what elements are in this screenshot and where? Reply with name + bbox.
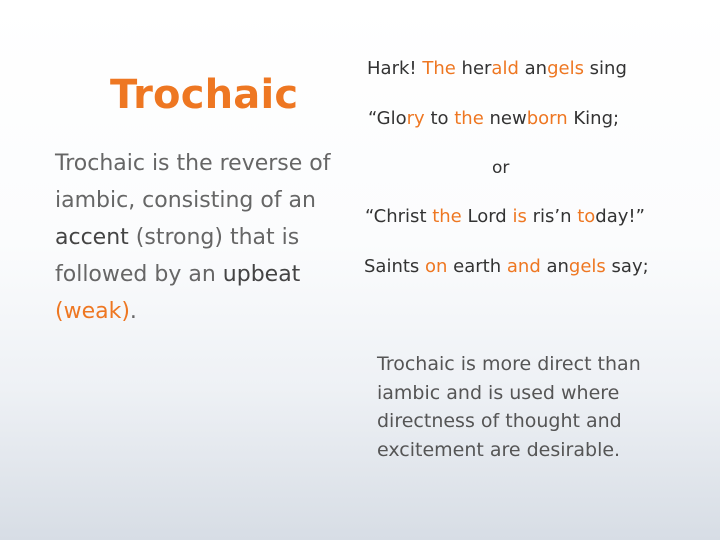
text-segment: an — [518, 58, 548, 79]
text-segment: “Christ — [365, 206, 433, 227]
accent-syllable: ry — [406, 108, 425, 129]
text-segment: ris’n — [526, 206, 578, 227]
accent-syllable: gels — [547, 58, 584, 79]
poem-separator — [492, 158, 509, 178]
accent-syllable: The — [422, 58, 456, 79]
accent-syllable: born — [526, 108, 568, 129]
accent-syllable: is — [512, 206, 527, 227]
text-segment: or — [492, 158, 510, 178]
text-segment: to — [424, 108, 455, 129]
text-segment: . — [129, 299, 137, 324]
text-segment: Lord — [461, 206, 513, 227]
accent-syllable: on — [425, 256, 448, 277]
text-segment: upbeat — [222, 262, 301, 287]
poem-line — [365, 206, 645, 227]
text-segment: her — [455, 58, 492, 79]
text-segment: King; — [567, 108, 620, 129]
trochaic-note: Trochaic is more direct than iambic and is used where directness of thought and excitement are desirable. — [377, 353, 641, 461]
text-segment: Trochaic is the reverse of iambic, consisting of an — [55, 151, 331, 213]
accent-syllable: and — [506, 256, 541, 277]
text-segment: day!” — [595, 206, 645, 227]
trochaic-description — [55, 145, 355, 330]
accent-syllable: the — [432, 206, 462, 227]
accent-syllable: gels — [568, 256, 606, 277]
accent-syllable: ald — [491, 58, 519, 79]
text-segment: Saints — [364, 256, 426, 277]
text-segment: earth — [447, 256, 507, 277]
text-segment: “Glo — [368, 108, 407, 129]
poem-line — [364, 256, 649, 277]
poem-line — [368, 108, 619, 129]
text-segment: an — [540, 256, 569, 277]
accent-syllable: the — [454, 108, 484, 129]
text-segment: say; — [605, 256, 649, 277]
poem-line — [367, 58, 627, 79]
slide-title: Trochaic — [110, 72, 299, 118]
text-segment: (strong) that is followed by an — [55, 225, 300, 287]
text-segment: sing — [583, 58, 627, 79]
text-segment: new — [483, 108, 527, 129]
text-segment: accent — [55, 225, 129, 250]
text-segment: Hark! — [367, 58, 423, 79]
accent-syllable: (weak) — [55, 299, 130, 324]
accent-syllable: to — [577, 206, 596, 227]
